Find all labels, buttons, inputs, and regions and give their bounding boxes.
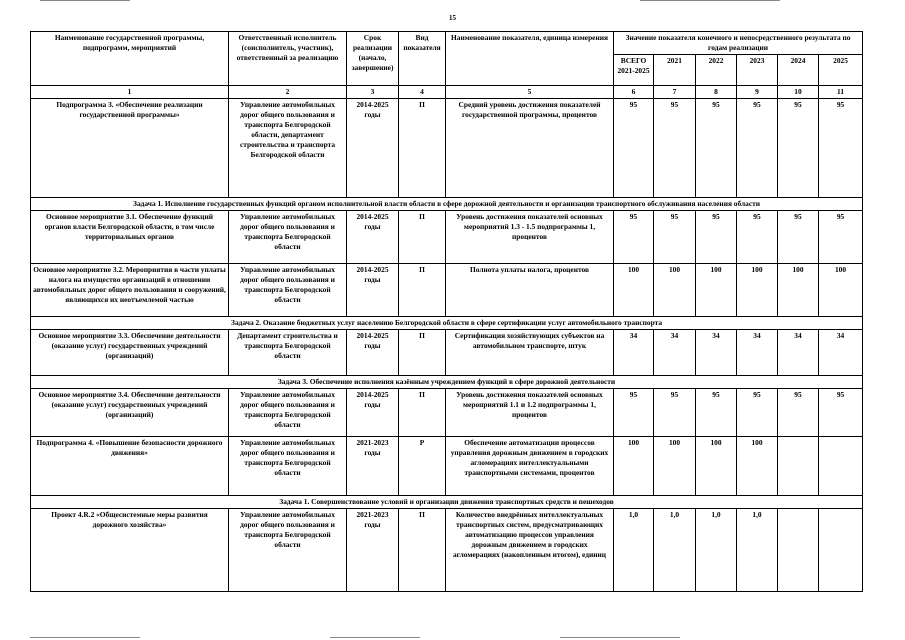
scan-edge-bottom-right: [560, 637, 680, 638]
row-executor: Департамент строительства и транспорта Белгородской области: [229, 330, 347, 376]
row-value-2025: [819, 437, 863, 496]
column-number: 11: [819, 86, 863, 99]
row-value-2025: [819, 509, 863, 592]
scan-edge-bottom-left: [30, 637, 140, 638]
row-value-2025: 95: [819, 99, 863, 198]
row-kind: П: [399, 509, 446, 592]
header-total: ВСЕГО 2021-2025: [614, 55, 654, 86]
row-value-2022: 95: [696, 389, 737, 437]
scan-edge-bottom-mid: [330, 637, 420, 638]
header-executor: Ответственный исполнитель (соисполнитель, участник), ответственный за реализацию: [229, 32, 347, 86]
row-value-2025: 34: [819, 330, 863, 376]
row-value-2025: 95: [819, 389, 863, 437]
row-executor: Управление автомобильных дорог общего пользования и транспорта Белгородской области: [229, 437, 347, 496]
row-executor: Управление автомобильных дорог общего пользования и транспорта Белгородской области: [229, 211, 347, 264]
header-indicator: Наименование показателя, единица измерения: [446, 32, 614, 86]
table-row: [31, 211, 863, 264]
row-value-2022: 95: [696, 211, 737, 264]
row-indicator: Сертификация хозяйствующих субъектов на автомобильном транспорте, штук: [446, 330, 614, 376]
row-value-2022: 34: [696, 330, 737, 376]
row-executor: Управление автомобильных дорог общего пользования и транспорта Белгородской области: [229, 509, 347, 592]
table-row: [31, 99, 863, 198]
row-value-2023: 95: [737, 211, 778, 264]
row-value-2022: 100: [696, 437, 737, 496]
row-value-2021: 95: [654, 99, 696, 198]
header-type: Вид показателя: [399, 32, 446, 86]
scan-edge-top-right: [640, 0, 780, 1]
row-term: 2014-2025 годы: [347, 264, 399, 317]
header-year: 2025: [819, 55, 863, 86]
row-term: 2014-2025 годы: [347, 211, 399, 264]
row-value-2023: 100: [737, 437, 778, 496]
row-value-total: 34: [614, 330, 654, 376]
row-executor: Управление автомобильных дорог общего пользования и транспорта Белгородской области, департамент строительства и транспорта Белгородской области: [229, 99, 347, 198]
column-number: 3: [347, 86, 399, 99]
column-number: 8: [696, 86, 737, 99]
column-number: 4: [399, 86, 446, 99]
task-text: Задача 1. Исполнение государственных функций органом исполнительной власти области в сфере дорожной деятельности и организации транспортного обслуживания населения области: [31, 198, 863, 211]
row-value-2024: 95: [778, 211, 819, 264]
table-row: [31, 389, 863, 437]
row-kind: П: [399, 389, 446, 437]
header-values-group: Значение показателя конечного и непосредственного результата по годам реализации: [614, 32, 863, 55]
task-text: Задача 1. Совершенствование условий и организации движения транспортных средств и пешеходов: [31, 496, 863, 509]
row-kind: П: [399, 330, 446, 376]
row-value-2021: 100: [654, 437, 696, 496]
column-number: 1: [31, 86, 229, 99]
row-indicator: Полнота уплаты налога, процентов: [446, 264, 614, 317]
row-value-2022: 1,0: [696, 509, 737, 592]
row-value-total: 95: [614, 211, 654, 264]
row-kind: П: [399, 211, 446, 264]
row-term: 2021-2023 годы: [347, 509, 399, 592]
row-value-2021: 95: [654, 211, 696, 264]
row-executor: Управление автомобильных дорог общего пользования и транспорта Белгородской области: [229, 264, 347, 317]
row-term: 2014-2025 годы: [347, 330, 399, 376]
row-name: Проект 4.R.2 «Общесистемные меры развития дорожного хозяйства»: [31, 509, 229, 592]
row-value-2022: 95: [696, 99, 737, 198]
header-year: 2024: [778, 55, 819, 86]
table-row: [31, 437, 863, 496]
row-indicator: Обеспечение автоматизации процессов управления дорожным движением в городских агломерациях интеллектуальными транспортными системами, процентов: [446, 437, 614, 496]
row-name: Подпрограмма 3. «Обеспечение реализации государственной программы»: [31, 99, 229, 198]
row-value-total: 1,0: [614, 509, 654, 592]
row-value-2024: 100: [778, 264, 819, 317]
row-value-2021: 100: [654, 264, 696, 317]
row-value-2025: 100: [819, 264, 863, 317]
row-value-2023: 1,0: [737, 509, 778, 592]
column-number: 5: [446, 86, 614, 99]
header-year: 2022: [696, 55, 737, 86]
task-row: [31, 198, 863, 211]
row-value-2023: 95: [737, 99, 778, 198]
row-value-2021: 1,0: [654, 509, 696, 592]
header-row: [31, 32, 863, 55]
table-row: [31, 509, 863, 592]
row-value-2021: 34: [654, 330, 696, 376]
row-value-2024: 34: [778, 330, 819, 376]
row-executor: Управление автомобильных дорог общего пользования и транспорта Белгородской области: [229, 389, 347, 437]
row-name: Подпрограмма 4. «Повышение безопасности дорожного движения»: [31, 437, 229, 496]
row-value-total: 95: [614, 389, 654, 437]
row-indicator: Уровень достижения показателей основных мероприятий 1.3 - 1.5 подпрограммы 1, процентов: [446, 211, 614, 264]
column-number: 6: [614, 86, 654, 99]
row-value-2023: 34: [737, 330, 778, 376]
row-value-2021: 95: [654, 389, 696, 437]
row-kind: П: [399, 99, 446, 198]
row-value-2024: [778, 509, 819, 592]
column-number: 2: [229, 86, 347, 99]
column-number: 10: [778, 86, 819, 99]
row-term: 2014-2025 годы: [347, 389, 399, 437]
row-indicator: Средний уровень достижения показателей государственной программы, процентов: [446, 99, 614, 198]
row-name: Основное мероприятие 3.3. Обеспечение деятельности (оказание услуг) государственных учреждений (организаций): [31, 330, 229, 376]
row-kind: Р: [399, 437, 446, 496]
row-term: 2021-2023 годы: [347, 437, 399, 496]
table-row: [31, 264, 863, 317]
task-row: [31, 496, 863, 509]
row-value-total: 100: [614, 437, 654, 496]
task-text: Задача 2. Оказание бюджетных услуг населению Белгородской области в сфере сертификации услуг автомобильного транспорта: [31, 317, 863, 330]
row-value-2024: [778, 437, 819, 496]
row-value-2024: 95: [778, 389, 819, 437]
row-value-total: 95: [614, 99, 654, 198]
header-year: 2021: [654, 55, 696, 86]
row-indicator: Уровень достижения показателей основных мероприятий 1.1 и 1.2 подпрограммы 1, процентов: [446, 389, 614, 437]
page-number: 15: [449, 14, 456, 22]
header-year: 2023: [737, 55, 778, 86]
row-value-2025: 95: [819, 211, 863, 264]
row-value-total: 100: [614, 264, 654, 317]
scan-edge-top-left: [40, 0, 130, 1]
row-term: 2014-2025 годы: [347, 99, 399, 198]
header-term: Срок реализации (начало, завершение): [347, 32, 399, 86]
header-name: Наименование государственной программы, подпрограмм, мероприятий: [31, 32, 229, 86]
row-name: Основное мероприятие 3.1. Обеспечение функций органов власти Белгородской области, в том числе территориальных органов: [31, 211, 229, 264]
column-number: 7: [654, 86, 696, 99]
indicators-table: [30, 31, 863, 592]
row-value-2023: 95: [737, 389, 778, 437]
row-kind: П: [399, 264, 446, 317]
column-number: 9: [737, 86, 778, 99]
task-row: [31, 317, 863, 330]
row-value-2024: 95: [778, 99, 819, 198]
row-name: Основное мероприятие 3.4. Обеспечение деятельности (оказание услуг) государственных учреждений (организаций): [31, 389, 229, 437]
table-row: [31, 330, 863, 376]
column-number-row: [31, 86, 863, 99]
task-text: Задача 3. Обеспечение исполнения казённым учреждением функций в сфере дорожной деятельности: [31, 376, 863, 389]
task-row: [31, 376, 863, 389]
row-name: Основное мероприятие 3.2. Мероприятия в части уплаты налога на имущество организаций в отношении автомобильных дорог общего пользования и сооружений, являющихся их неотъемлемой частью: [31, 264, 229, 317]
row-indicator: Количество внедрённых интеллектуальных транспортных систем, предусматривающих автоматизацию процессов управления дорожным движением в городских агломерациях (накопленным итогом), единиц: [446, 509, 614, 592]
row-value-2023: 100: [737, 264, 778, 317]
row-value-2022: 100: [696, 264, 737, 317]
